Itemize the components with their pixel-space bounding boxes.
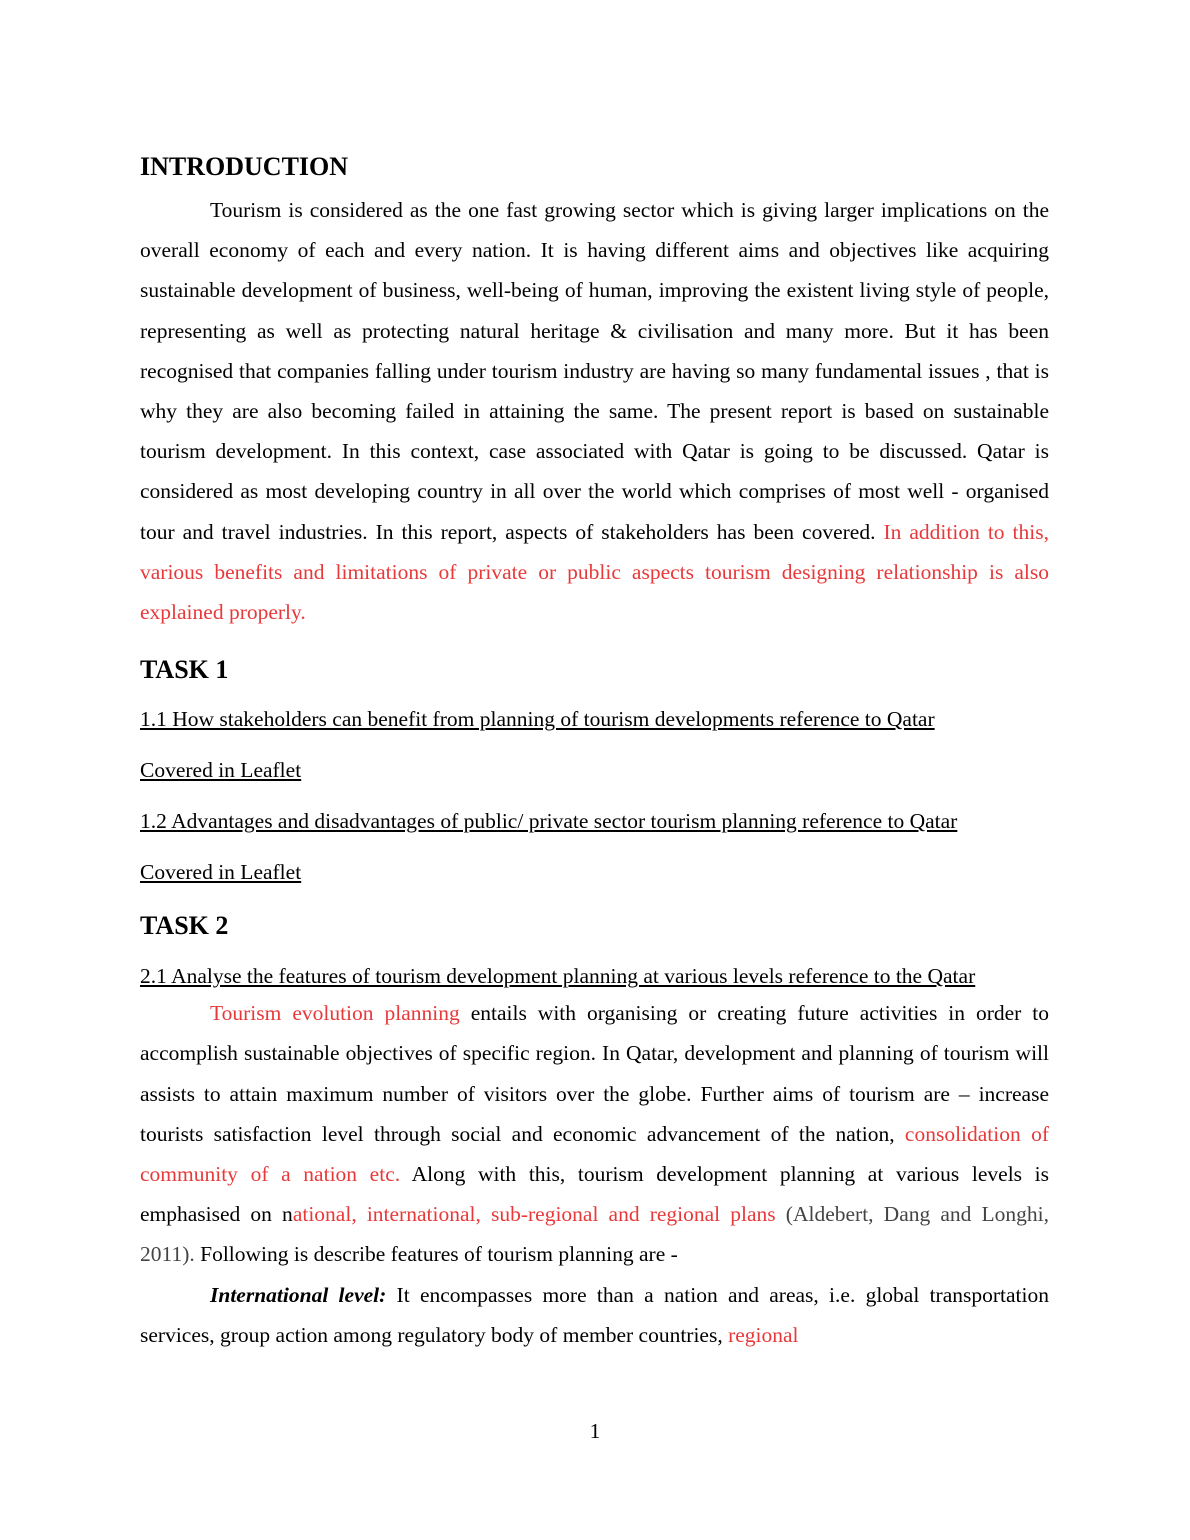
introduction-heading: INTRODUCTION xyxy=(140,152,349,181)
international-level-text: It encompasses more than a nation and areas, i.e. global transportation services, group action among regulatory body of member countries, xyxy=(140,1282,1049,1347)
page-number: 1 xyxy=(589,1419,601,1443)
international-level-highlight: regional xyxy=(728,1322,799,1347)
task2-highlight-2: consolidation of community of a nation etc. xyxy=(140,1121,1049,1187)
task1-covered-note-2: Covered in Leaflet xyxy=(140,860,302,885)
task1-covered-note-1: Covered in Leaflet xyxy=(140,758,302,783)
task2-paragraph-2 xyxy=(140,1275,1049,1355)
task2-subheading-2-1: 2.1 Analyse the features of tourism development planning at various levels reference to the Qatar xyxy=(140,964,976,989)
task1-subheading-1-2: 1.2 Advantages and disadvantages of public/ private sector tourism planning reference to Qatar xyxy=(140,809,958,834)
task2-highlight-1: Tourism evolution planning xyxy=(210,1001,460,1026)
introduction-text: Tourism is considered as the one fast growing sector which is giving larger implications on the overall economy of each and every nation. It is having different aims and objectives like acquiring sustainable development of business, well-being of human, improving the existent living style of people, representing as well as protecting natural heritage & civilisation and many more. But it has been recognised that companies falling under tourism industry are having so many fundamental issues , that is why they are also becoming failed in attaining the same. The present report is based on sustainable tourism development. In this context, case associated with Qatar is going to be discussed. Qatar is considered as most developing country in all over the world which comprises of most well - organised tour and travel industries. In this report, aspects of stakeholders has been covered. xyxy=(140,198,1049,544)
task1-subheading-1-1: 1.1 How stakeholders can benefit from planning of tourism developments reference to Qatar xyxy=(140,707,935,732)
task2-text-1: entails with organising or creating future activities in order to accomplish sustainable objectives of specific region. In Qatar, development and planning of tourism will assists to attain maximum number of visitors over the globe. Further aims of tourism are – increase tourists satisfaction level through social and economic advancement of the nation, xyxy=(140,1001,1050,1146)
international-level-label: International level: xyxy=(210,1282,387,1307)
task2-highlight-3: ational, international, sub-regional and regional plans xyxy=(292,1202,776,1227)
task2-text-3: Following is describe features of tourism planning are - xyxy=(194,1242,678,1267)
task2-text-2: Along with this, tourism development planning at various levels is emphasised on n xyxy=(140,1162,1050,1227)
document-page xyxy=(140,148,1049,1355)
task2-heading: TASK 2 xyxy=(140,911,229,941)
introduction-paragraph xyxy=(140,190,1049,632)
task2-paragraph-1 xyxy=(140,993,1049,1274)
task2-citation: (Aldebert, Dang and Longhi, 2011). xyxy=(140,1202,1050,1267)
task1-heading: TASK 1 xyxy=(140,655,229,685)
introduction-highlight: In addition to this, various benefits and limitations of private or public aspects tourism designing relationship is also explained properly. xyxy=(140,519,1049,625)
